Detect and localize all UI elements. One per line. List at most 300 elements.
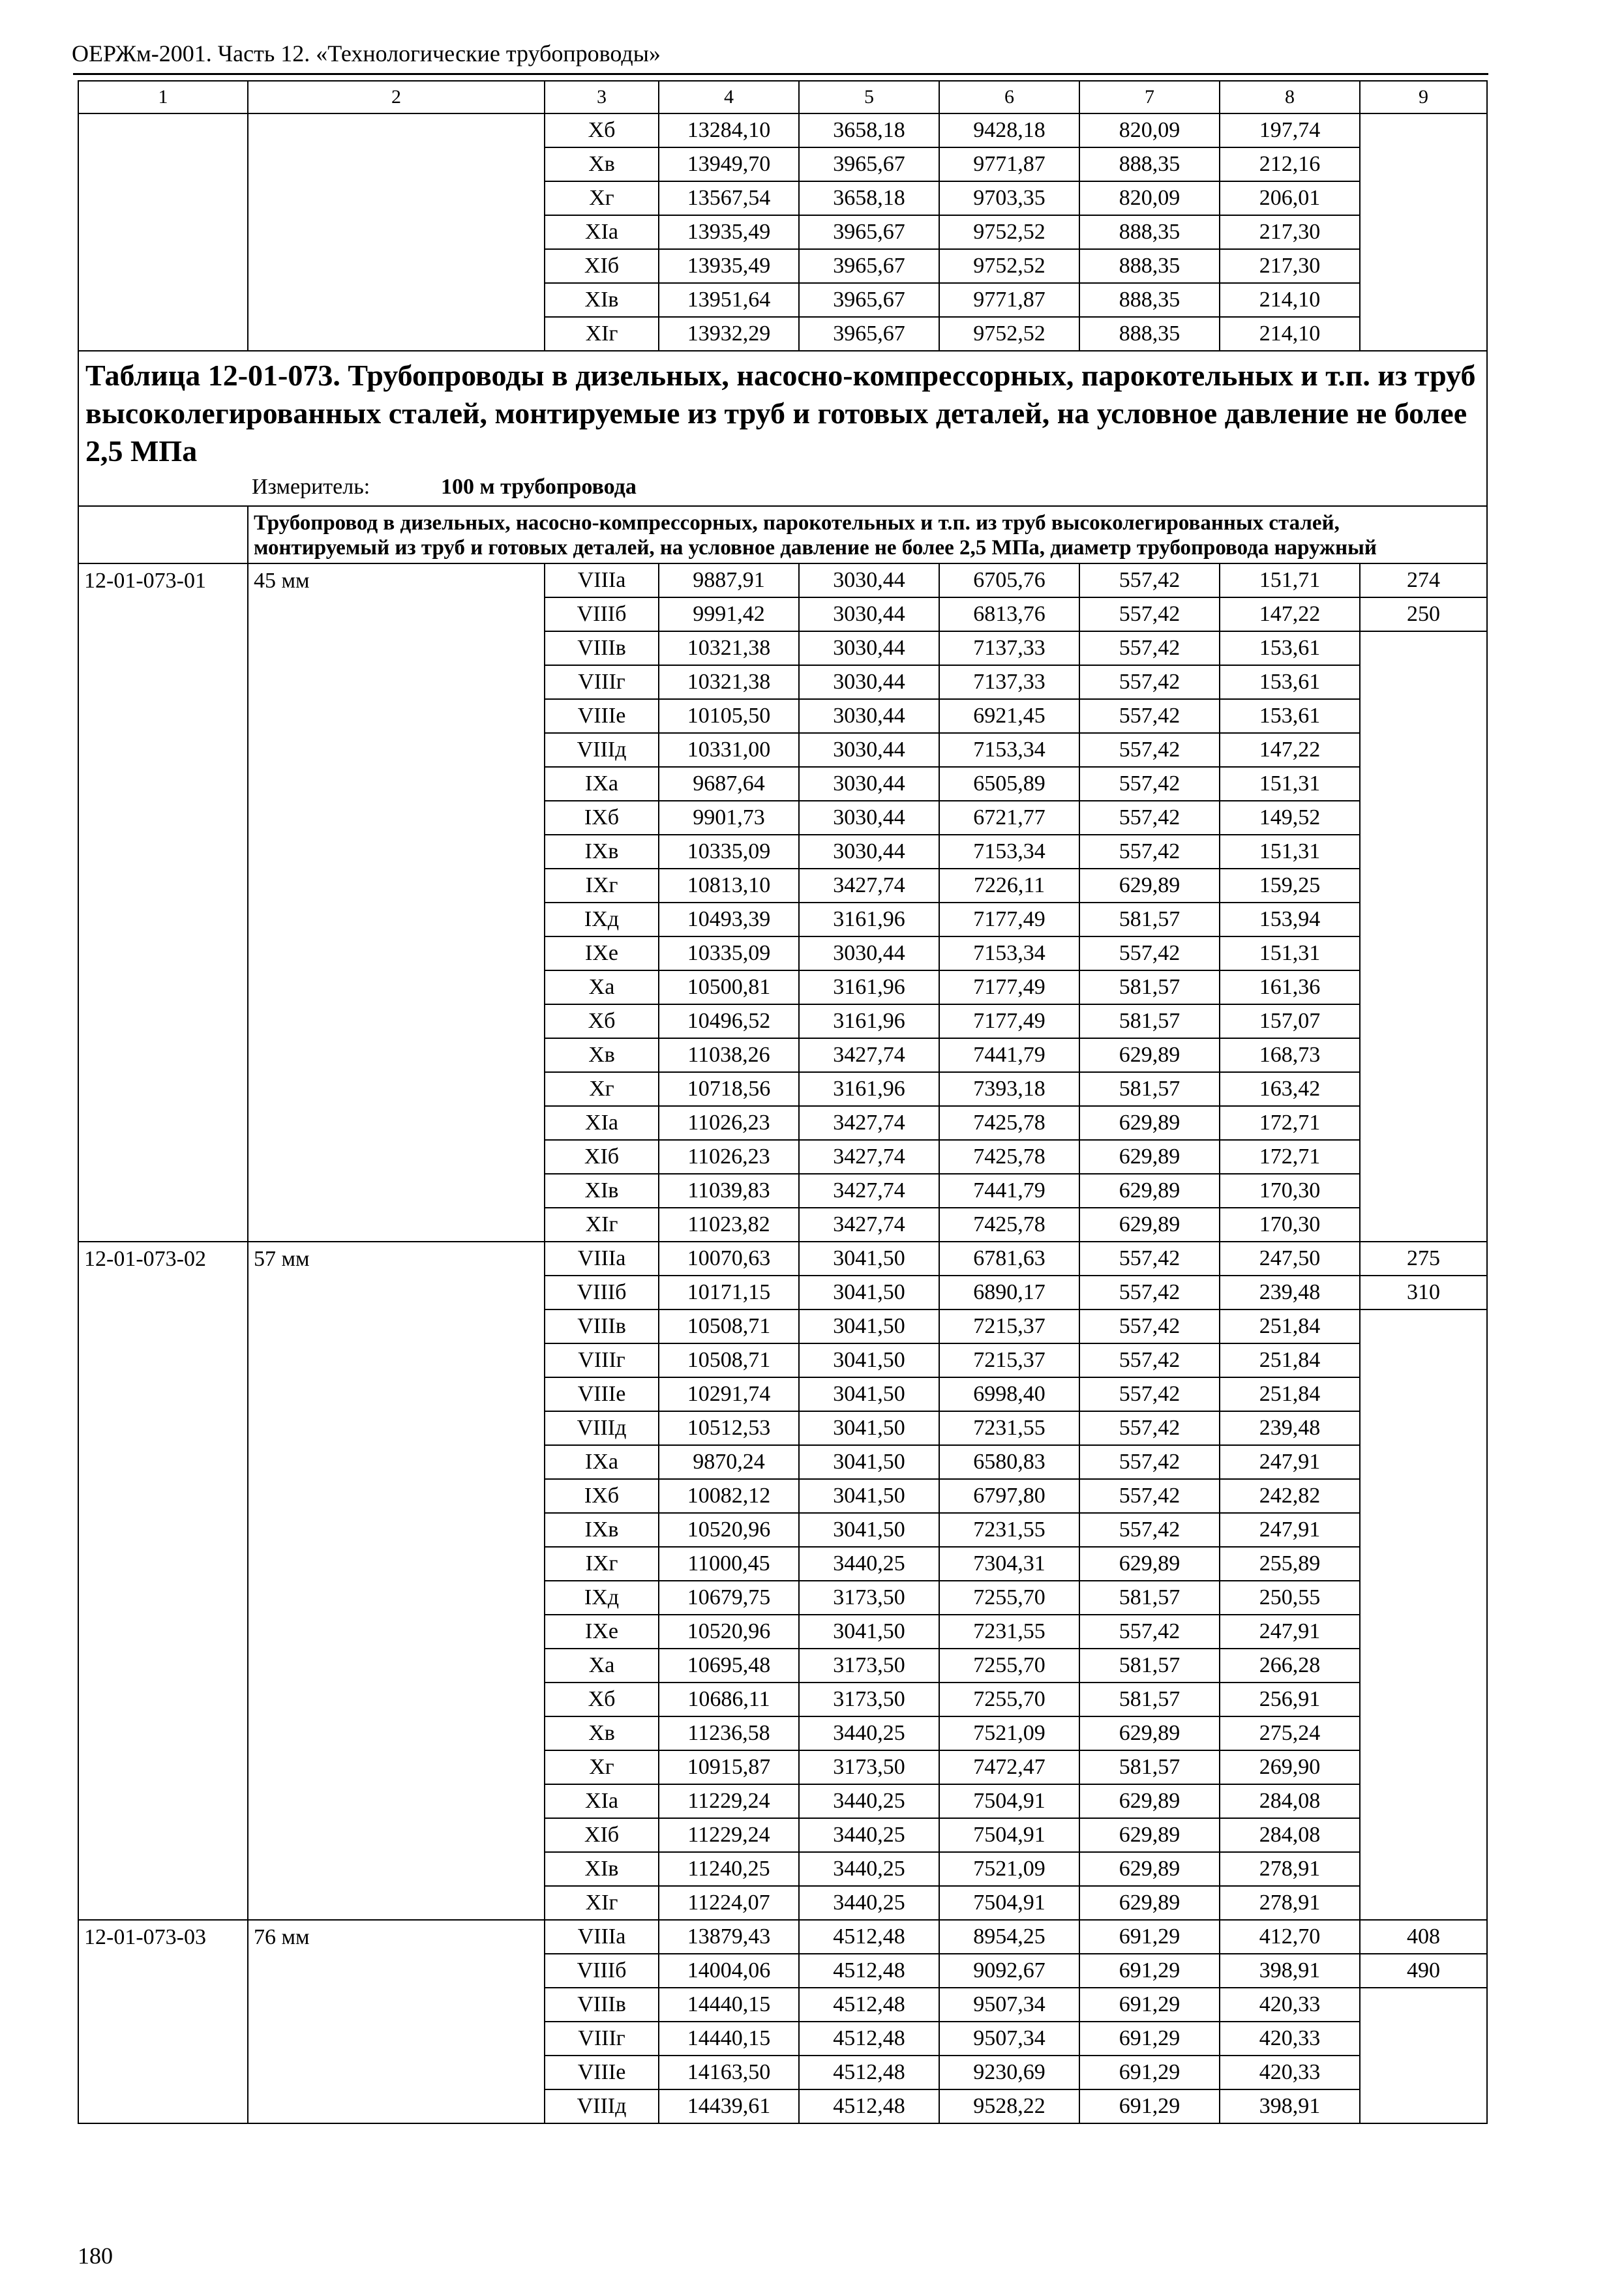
- cell-materials: 214,10: [1220, 317, 1360, 351]
- cell-operators-wage: 581,57: [1079, 1581, 1220, 1615]
- cell-machines: 7215,37: [939, 1309, 1079, 1343]
- cell-labor: 3041,50: [799, 1411, 939, 1445]
- item-code: 12-01-073-03: [78, 1920, 248, 2123]
- cell-operators-wage: 629,89: [1079, 1140, 1220, 1174]
- cell-rate-class: VIIIг: [545, 1343, 659, 1377]
- cell-materials: 398,91: [1220, 2089, 1360, 2123]
- cell-total: 10813,10: [659, 869, 799, 903]
- cell-rate-class: XIг: [545, 1886, 659, 1920]
- column-number-4: 4: [659, 81, 799, 113]
- table-title-row: [78, 351, 1487, 506]
- cell-total: 10321,38: [659, 665, 799, 699]
- cell-col9: 408: [1360, 1920, 1487, 1954]
- meter-value: 100 м трубопровода: [441, 475, 637, 499]
- cell-labor: 4512,48: [799, 1988, 939, 2022]
- cell-machines: 6797,80: [939, 1479, 1079, 1513]
- cell-rate-class: XIа: [545, 1106, 659, 1140]
- cell-machines: 7393,18: [939, 1072, 1079, 1106]
- cell-labor: 3030,44: [799, 563, 939, 597]
- cell-operators-wage: 557,42: [1079, 631, 1220, 665]
- cell-labor: 3658,18: [799, 113, 939, 147]
- table-title-cell: [78, 351, 1487, 506]
- cell-labor: 3161,96: [799, 970, 939, 1004]
- cell-labor: 3965,67: [799, 215, 939, 249]
- cell-labor: 3030,44: [799, 597, 939, 631]
- cell-materials: 251,84: [1220, 1309, 1360, 1343]
- cell-materials: 161,36: [1220, 970, 1360, 1004]
- item-diameter: 76 мм: [248, 1920, 545, 2123]
- cell-rate-class: VIIIб: [545, 1954, 659, 1988]
- cell-total: 13935,49: [659, 249, 799, 283]
- table-row: [78, 113, 1487, 147]
- column-number-1: 1: [78, 81, 248, 113]
- cell-labor: 3173,50: [799, 1649, 939, 1683]
- cell-total: 10508,71: [659, 1343, 799, 1377]
- cell-operators-wage: 557,42: [1079, 1309, 1220, 1343]
- cell-total: 13951,64: [659, 283, 799, 317]
- cell-total: 10500,81: [659, 970, 799, 1004]
- cell-labor: 3173,50: [799, 1750, 939, 1784]
- cell-materials: 251,84: [1220, 1343, 1360, 1377]
- cell-operators-wage: 888,35: [1079, 249, 1220, 283]
- cell-total: 10679,75: [659, 1581, 799, 1615]
- cell-labor: 3440,25: [799, 1716, 939, 1750]
- cell-labor: 3041,50: [799, 1343, 939, 1377]
- cell-operators-wage: 557,42: [1079, 733, 1220, 767]
- cell-total: 10070,63: [659, 1242, 799, 1276]
- cell-total: 14004,06: [659, 1954, 799, 1988]
- cell-operators-wage: 557,42: [1079, 597, 1220, 631]
- cell-materials: 269,90: [1220, 1750, 1360, 1784]
- cell-machines: 9507,34: [939, 1988, 1079, 2022]
- cell-total: 9887,91: [659, 563, 799, 597]
- table-row: [78, 563, 1487, 597]
- cell-rate-class: XIа: [545, 215, 659, 249]
- cell-rate-class: IXб: [545, 1479, 659, 1513]
- cell-materials: 153,61: [1220, 631, 1360, 665]
- meter-label: Измеритель:: [252, 475, 370, 499]
- cell-materials: 159,25: [1220, 869, 1360, 903]
- cell-operators-wage: 691,29: [1079, 2056, 1220, 2089]
- price-table: [78, 80, 1488, 2124]
- cell-labor: 3030,44: [799, 767, 939, 801]
- cell-total: 10686,11: [659, 1683, 799, 1716]
- cell-rate-class: VIIIа: [545, 563, 659, 597]
- cell-labor: 3965,67: [799, 249, 939, 283]
- item-diameter: 45 мм: [248, 563, 545, 1242]
- cell-rate-class: Xа: [545, 970, 659, 1004]
- cell-materials: 255,89: [1220, 1547, 1360, 1581]
- cell-machines: 6505,89: [939, 767, 1079, 801]
- cell-materials: 250,55: [1220, 1581, 1360, 1615]
- cell-total: 13879,43: [659, 1920, 799, 1954]
- cell-labor: 3440,25: [799, 1818, 939, 1852]
- cell-machines: 7255,70: [939, 1683, 1079, 1716]
- cell-machines: 7425,78: [939, 1208, 1079, 1242]
- cell-labor: 3030,44: [799, 835, 939, 869]
- cell-materials: 247,91: [1220, 1615, 1360, 1649]
- cell-total: 14439,61: [659, 2089, 799, 2123]
- cell-materials: 217,30: [1220, 215, 1360, 249]
- cell-materials: 278,91: [1220, 1886, 1360, 1920]
- cell-operators-wage: 629,89: [1079, 1547, 1220, 1581]
- cell-materials: 420,33: [1220, 2022, 1360, 2056]
- cell-col9-empty: [1360, 1988, 1487, 2123]
- cell-materials: 412,70: [1220, 1920, 1360, 1954]
- cell-machines: 7231,55: [939, 1615, 1079, 1649]
- cell-machines: 7472,47: [939, 1750, 1079, 1784]
- cell-rate-class: XIв: [545, 1852, 659, 1886]
- cell-operators-wage: 557,42: [1079, 835, 1220, 869]
- cell-machines: 9752,52: [939, 215, 1079, 249]
- cell-operators-wage: 557,42: [1079, 1276, 1220, 1309]
- cell-rate-class: VIIIб: [545, 1276, 659, 1309]
- cell-materials: 172,71: [1220, 1106, 1360, 1140]
- cell-labor: 3965,67: [799, 147, 939, 181]
- cell-labor: 3030,44: [799, 936, 939, 970]
- cell-rate-class: VIIIе: [545, 1377, 659, 1411]
- cell-operators-wage: 557,42: [1079, 563, 1220, 597]
- cell-labor: 3030,44: [799, 733, 939, 767]
- cell-labor: 4512,48: [799, 2022, 939, 2056]
- cell-materials: 168,73: [1220, 1038, 1360, 1072]
- cell-rate-class: VIIIв: [545, 1309, 659, 1343]
- cell-machines: 9752,52: [939, 317, 1079, 351]
- cell-rate-class: IXг: [545, 869, 659, 903]
- cell-rate-class: IXд: [545, 903, 659, 936]
- cell-machines: 7215,37: [939, 1343, 1079, 1377]
- cell-labor: 3965,67: [799, 317, 939, 351]
- cell-operators-wage: 557,42: [1079, 1377, 1220, 1411]
- cell-labor: 3041,50: [799, 1276, 939, 1309]
- cell-machines: 6998,40: [939, 1377, 1079, 1411]
- cell-machines: 6890,17: [939, 1276, 1079, 1309]
- cell-machines: 6721,77: [939, 801, 1079, 835]
- cell-rate-class: VIIIа: [545, 1242, 659, 1276]
- cell-labor: 3041,50: [799, 1513, 939, 1547]
- cell-col9: 274: [1360, 563, 1487, 597]
- cell-machines: 7231,55: [939, 1513, 1079, 1547]
- cell-materials: 266,28: [1220, 1649, 1360, 1683]
- cell-machines: 7255,70: [939, 1581, 1079, 1615]
- cell-total: 10082,12: [659, 1479, 799, 1513]
- cell-col9-empty: [1360, 631, 1487, 1242]
- cell-total: 10508,71: [659, 1309, 799, 1343]
- cell-operators-wage: 557,42: [1079, 699, 1220, 733]
- cell-operators-wage: 888,35: [1079, 283, 1220, 317]
- cell-materials: 217,30: [1220, 249, 1360, 283]
- cell-rate-class: VIIIа: [545, 1920, 659, 1954]
- cell-machines: 9092,67: [939, 1954, 1079, 1988]
- cell-total: 13949,70: [659, 147, 799, 181]
- cell-operators-wage: 691,29: [1079, 1954, 1220, 1988]
- cell-machines: 9507,34: [939, 2022, 1079, 2056]
- cell-total: 10695,48: [659, 1649, 799, 1683]
- cell-machines: 6781,63: [939, 1242, 1079, 1276]
- column-number-9: 9: [1360, 81, 1487, 113]
- column-number-row: [78, 81, 1487, 113]
- cell-materials: 247,91: [1220, 1513, 1360, 1547]
- cell-rate-class: Xг: [545, 1750, 659, 1784]
- cell-rate-class: Xб: [545, 113, 659, 147]
- cell-rate-class: VIIIв: [545, 631, 659, 665]
- cell-labor: 3427,74: [799, 1208, 939, 1242]
- cell-machines: 9230,69: [939, 2056, 1079, 2089]
- cell-operators-wage: 629,89: [1079, 1716, 1220, 1750]
- cell-total: 10171,15: [659, 1276, 799, 1309]
- cell-operators-wage: 557,42: [1079, 1479, 1220, 1513]
- cell-materials: 206,01: [1220, 181, 1360, 215]
- cell-machines: 7226,11: [939, 869, 1079, 903]
- cell-total: 11038,26: [659, 1038, 799, 1072]
- cell-materials: 284,08: [1220, 1784, 1360, 1818]
- cell-total: 11000,45: [659, 1547, 799, 1581]
- cell-materials: 420,33: [1220, 2056, 1360, 2089]
- cell-machines: 7304,31: [939, 1547, 1079, 1581]
- meter-line: [85, 470, 1481, 505]
- cell-operators-wage: 629,89: [1079, 869, 1220, 903]
- cell-total: 11039,83: [659, 1174, 799, 1208]
- cell-machines: 7153,34: [939, 733, 1079, 767]
- cell-total: 13935,49: [659, 215, 799, 249]
- cell-rate-class: VIIIг: [545, 665, 659, 699]
- cell-rate-class: XIб: [545, 249, 659, 283]
- description-row: [78, 506, 1487, 563]
- cell-materials: 239,48: [1220, 1411, 1360, 1445]
- page-header: ОЕРЖм-2001. Часть 12. «Технологические трубопроводы»: [72, 40, 661, 67]
- cell-total: 10718,56: [659, 1072, 799, 1106]
- cell-rate-class: VIIIд: [545, 1411, 659, 1445]
- cell-labor: 3041,50: [799, 1479, 939, 1513]
- description-spacer: [78, 506, 248, 563]
- cell-total: 9901,73: [659, 801, 799, 835]
- cell-labor: 3041,50: [799, 1309, 939, 1343]
- table-body: [78, 81, 1487, 2123]
- cell-machines: 6813,76: [939, 597, 1079, 631]
- cell-total: 10493,39: [659, 903, 799, 936]
- table-row: [78, 1920, 1487, 1954]
- cell-operators-wage: 629,89: [1079, 1208, 1220, 1242]
- cell-labor: 3041,50: [799, 1242, 939, 1276]
- cell-total: 10331,00: [659, 733, 799, 767]
- cell-rate-class: XIб: [545, 1818, 659, 1852]
- column-number-2: 2: [248, 81, 545, 113]
- cell-operators-wage: 691,29: [1079, 1988, 1220, 2022]
- cell-labor: 3041,50: [799, 1615, 939, 1649]
- cell-operators-wage: 629,89: [1079, 1174, 1220, 1208]
- cell-total: 13567,54: [659, 181, 799, 215]
- cell-machines: 7441,79: [939, 1038, 1079, 1072]
- cell-total: 11224,07: [659, 1886, 799, 1920]
- cell-materials: 420,33: [1220, 1988, 1360, 2022]
- cell-machines: 7504,91: [939, 1818, 1079, 1852]
- cell-total: 11240,25: [659, 1852, 799, 1886]
- cell-materials: 153,61: [1220, 665, 1360, 699]
- cell-materials: 214,10: [1220, 283, 1360, 317]
- cell-labor: 3427,74: [799, 1038, 939, 1072]
- cell-machines: 7441,79: [939, 1174, 1079, 1208]
- column-number-3: 3: [545, 81, 659, 113]
- cell-operators-wage: 629,89: [1079, 1106, 1220, 1140]
- cell-total: 11229,24: [659, 1784, 799, 1818]
- cell-materials: 153,61: [1220, 699, 1360, 733]
- table-row: [78, 1242, 1487, 1276]
- cell-machines: 8954,25: [939, 1920, 1079, 1954]
- cell-total: 13284,10: [659, 113, 799, 147]
- cell-operators-wage: 629,89: [1079, 1038, 1220, 1072]
- cell-materials: 147,22: [1220, 733, 1360, 767]
- cell-materials: 284,08: [1220, 1818, 1360, 1852]
- cell-machines: 7255,70: [939, 1649, 1079, 1683]
- cell-operators-wage: 581,57: [1079, 1072, 1220, 1106]
- header-rule: [73, 73, 1488, 75]
- cell-operators-wage: 691,29: [1079, 2089, 1220, 2123]
- cell-rate-class: IXв: [545, 1513, 659, 1547]
- cell-total: 10335,09: [659, 936, 799, 970]
- cell-machines: 7177,49: [939, 1004, 1079, 1038]
- cell-rate-class: Xв: [545, 1038, 659, 1072]
- cell-operators-wage: 581,57: [1079, 903, 1220, 936]
- cell-total: 14163,50: [659, 2056, 799, 2089]
- cell-labor: 3173,50: [799, 1683, 939, 1716]
- cell-labor: 3041,50: [799, 1445, 939, 1479]
- cell-machines: 7425,78: [939, 1106, 1079, 1140]
- cell-labor: 4512,48: [799, 2056, 939, 2089]
- cell-rate-class: IXг: [545, 1547, 659, 1581]
- cell-labor: 3427,74: [799, 869, 939, 903]
- cell-materials: 197,74: [1220, 113, 1360, 147]
- cell-col9-empty: [1360, 1309, 1487, 1920]
- cell-machines: 7504,91: [939, 1886, 1079, 1920]
- cell-operators-wage: 888,35: [1079, 215, 1220, 249]
- cell-labor: 3041,50: [799, 1377, 939, 1411]
- cell-labor: 3427,74: [799, 1140, 939, 1174]
- cell-total: 11026,23: [659, 1140, 799, 1174]
- cell-rate-class: Xа: [545, 1649, 659, 1683]
- cell-total: 11023,82: [659, 1208, 799, 1242]
- cell-rate-class: XIв: [545, 283, 659, 317]
- cell-materials: 147,22: [1220, 597, 1360, 631]
- cell-rate-class: Xв: [545, 147, 659, 181]
- cell-operators-wage: 581,57: [1079, 1750, 1220, 1784]
- cell-labor: 3030,44: [799, 801, 939, 835]
- cell-labor: 3658,18: [799, 181, 939, 215]
- cell-materials: 151,71: [1220, 563, 1360, 597]
- cell-rate-class: XIв: [545, 1174, 659, 1208]
- cell-operators-wage: 557,42: [1079, 1513, 1220, 1547]
- cell-materials: 163,42: [1220, 1072, 1360, 1106]
- page-number: 180: [78, 2243, 113, 2269]
- cell-materials: 251,84: [1220, 1377, 1360, 1411]
- cell-col9: [1360, 113, 1487, 351]
- cell-machines: 9771,87: [939, 147, 1079, 181]
- cell-materials: 151,31: [1220, 767, 1360, 801]
- cell-operators-wage: 629,89: [1079, 1886, 1220, 1920]
- cell-materials: 275,24: [1220, 1716, 1360, 1750]
- cell-total: 10335,09: [659, 835, 799, 869]
- cell-operators-wage: 820,09: [1079, 181, 1220, 215]
- cell-rate-class: Xб: [545, 1683, 659, 1716]
- cell-rate-class: IXд: [545, 1581, 659, 1615]
- cell-labor: 4512,48: [799, 2089, 939, 2123]
- cell-materials: 157,07: [1220, 1004, 1360, 1038]
- cell-labor: 3161,96: [799, 1004, 939, 1038]
- cell-materials: 151,31: [1220, 936, 1360, 970]
- cell-rate-class: Xг: [545, 181, 659, 215]
- cell-materials: 172,71: [1220, 1140, 1360, 1174]
- cell-materials: 170,30: [1220, 1208, 1360, 1242]
- cell-labor: 3440,25: [799, 1547, 939, 1581]
- cell-total: 9870,24: [659, 1445, 799, 1479]
- cell-machines: 7521,09: [939, 1852, 1079, 1886]
- column-number-8: 8: [1220, 81, 1360, 113]
- cell-machines: 7504,91: [939, 1784, 1079, 1818]
- cell-rate-class: IXб: [545, 801, 659, 835]
- cell-total: 10915,87: [659, 1750, 799, 1784]
- cell-operators-wage: 691,29: [1079, 2022, 1220, 2056]
- cell-operators-wage: 557,42: [1079, 936, 1220, 970]
- cell-total: 10512,53: [659, 1411, 799, 1445]
- cell-machines: 6921,45: [939, 699, 1079, 733]
- cell-operators-wage: 581,57: [1079, 970, 1220, 1004]
- cell-total: 10520,96: [659, 1513, 799, 1547]
- cell-rate-class: IXв: [545, 835, 659, 869]
- cell-total: 14440,15: [659, 1988, 799, 2022]
- cell-rate-class: XIа: [545, 1784, 659, 1818]
- cell-labor: 3427,74: [799, 1106, 939, 1140]
- cell-col9: 310: [1360, 1276, 1487, 1309]
- cell-materials: 398,91: [1220, 1954, 1360, 1988]
- cell-rate-class: Xв: [545, 1716, 659, 1750]
- cell-labor: 3440,25: [799, 1784, 939, 1818]
- cell-rate-class: XIб: [545, 1140, 659, 1174]
- cell-rate-class: VIIIе: [545, 699, 659, 733]
- table-title: Таблица 12-01-073. Трубопроводы в дизельных, насосно-компрессорных, парокотельных и т.п. из труб высоколегированных сталей, монтируемые из труб и готовых деталей, на условное давление не более 2,5 МПа: [85, 359, 1476, 468]
- cell-operators-wage: 557,42: [1079, 1343, 1220, 1377]
- cell-labor: 3965,67: [799, 283, 939, 317]
- cell-materials: 247,50: [1220, 1242, 1360, 1276]
- cell-total: 10520,96: [659, 1615, 799, 1649]
- cell-operators-wage: 557,42: [1079, 1411, 1220, 1445]
- cell-labor: 3440,25: [799, 1852, 939, 1886]
- cell-materials: 149,52: [1220, 801, 1360, 835]
- table-description: Трубопровод в дизельных, насосно-компрессорных, парокотельных и т.п. из труб высоколегированных сталей, монтируемый из труб и готовых деталей, на условное давление не более 2,5 МПа, диаметр трубопровода наружный: [248, 506, 1487, 563]
- cell-operators-wage: 581,57: [1079, 1649, 1220, 1683]
- cell-machines: 7521,09: [939, 1716, 1079, 1750]
- item-code: 12-01-073-01: [78, 563, 248, 1242]
- cell-rate-class: VIIIд: [545, 2089, 659, 2123]
- cell-rate-class: VIIIг: [545, 2022, 659, 2056]
- cell-total: 9991,42: [659, 597, 799, 631]
- cell-labor: 3161,96: [799, 903, 939, 936]
- cell-materials: 239,48: [1220, 1276, 1360, 1309]
- cell-code: [78, 113, 248, 351]
- cell-machines: 7177,49: [939, 903, 1079, 936]
- cell-total: 10291,74: [659, 1377, 799, 1411]
- cell-rate-class: IXа: [545, 767, 659, 801]
- cell-operators-wage: 820,09: [1079, 113, 1220, 147]
- cell-materials: 242,82: [1220, 1479, 1360, 1513]
- cell-materials: 247,91: [1220, 1445, 1360, 1479]
- cell-materials: 212,16: [1220, 147, 1360, 181]
- cell-col9: 490: [1360, 1954, 1487, 1988]
- cell-operators-wage: 629,89: [1079, 1852, 1220, 1886]
- cell-operators-wage: 629,89: [1079, 1818, 1220, 1852]
- cell-machines: 7153,34: [939, 936, 1079, 970]
- cell-operators-wage: 581,57: [1079, 1683, 1220, 1716]
- cell-operators-wage: 888,35: [1079, 317, 1220, 351]
- cell-total: 9687,64: [659, 767, 799, 801]
